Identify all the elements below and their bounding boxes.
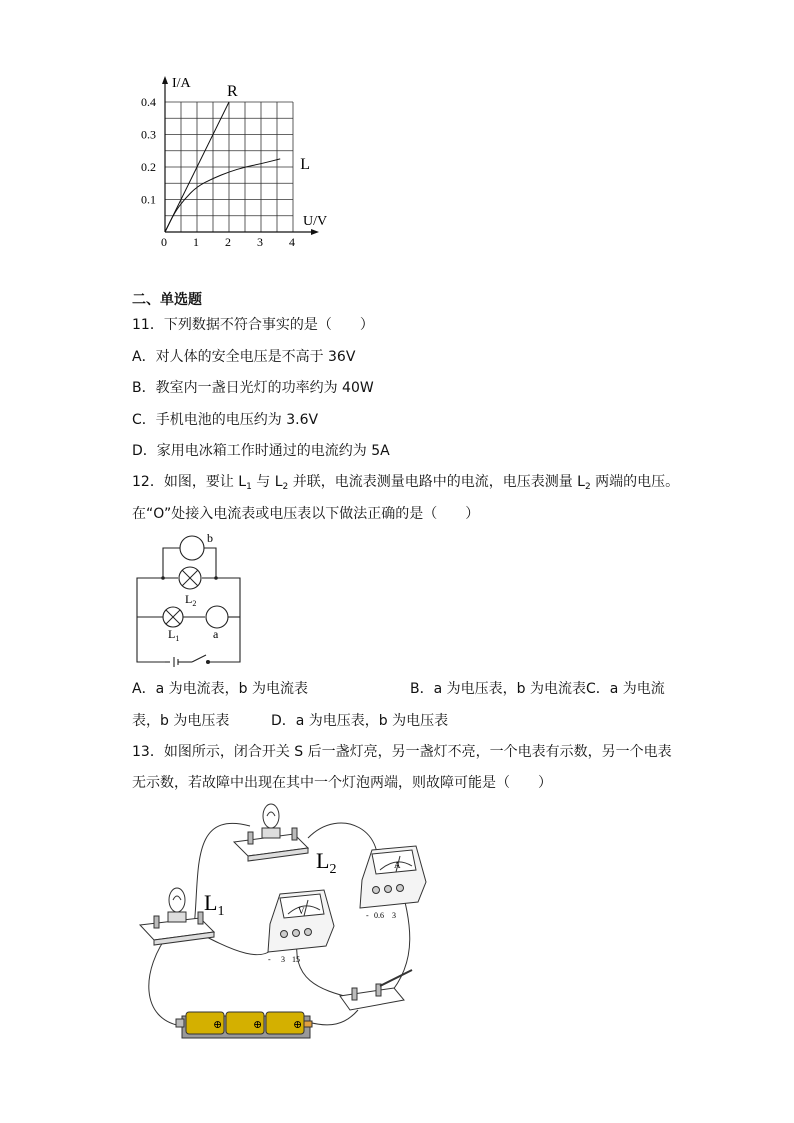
q12-option-a: A．a 为电流表，b 为电流表 xyxy=(132,681,308,697)
label-l2: $L_2$ xyxy=(185,592,197,608)
battery-pack-illustration xyxy=(176,1012,312,1038)
x-axis-label: U/V xyxy=(303,214,328,229)
voltmeter-term-neg: - xyxy=(268,955,271,964)
q11-option-c: C．手机电池的电压约为 3.6V xyxy=(132,412,319,428)
q12-option-c-tail: 表，b 为电压表 xyxy=(132,713,230,729)
voltmeter-letter: V xyxy=(298,906,305,916)
iu-chart xyxy=(135,70,355,255)
lamp-l1-illustration xyxy=(140,888,214,945)
lamp-l1-icon xyxy=(163,607,183,627)
y-axis-arrow xyxy=(162,76,168,84)
y-tick-label: 0.3 xyxy=(141,127,156,142)
section-title: 二、单选题 xyxy=(132,292,202,308)
meter-b xyxy=(180,536,204,560)
label-a: a xyxy=(213,627,219,641)
voltmeter-term-15: 15 xyxy=(292,955,300,964)
label-l1: $L_1$ xyxy=(168,627,180,643)
x-axis-arrow xyxy=(311,229,319,235)
chart-axes xyxy=(162,76,319,235)
q12-option-bc: B．a 为电压表，b 为电流表C．a 为电流 xyxy=(410,681,665,697)
x-tick-label: 0 xyxy=(161,235,167,249)
chart-grid xyxy=(165,102,293,232)
series-label-r: R xyxy=(227,83,238,100)
y-axis-label: I/A xyxy=(172,76,191,91)
chart-series xyxy=(165,83,310,232)
voltmeter-illustration xyxy=(268,890,334,964)
q13-stem-line2: 无示数，若故障中出现在其中一个灯泡两端，则故障可能是（ ） xyxy=(132,775,552,791)
x-tick-label: 3 xyxy=(257,235,263,249)
q11-option-a: A．对人体的安全电压是不高于 36V xyxy=(132,349,356,365)
battery-cell-1-symbol: ⊕ xyxy=(213,1019,223,1031)
series-label-l: L xyxy=(300,155,310,173)
q11-stem: 11．下列数据不符合事实的是（ ） xyxy=(132,317,374,333)
y-tick-label: 0.4 xyxy=(141,95,156,109)
q11-option-d: D．家用电冰箱工作时通过的电流约为 5A xyxy=(132,443,390,459)
x-tick-label: 2 xyxy=(225,235,231,249)
ammeter-letter: A xyxy=(394,860,401,870)
q12-circuit-diagram xyxy=(130,530,250,670)
ammeter-term-neg: - xyxy=(366,911,369,920)
y-tick-label: 0.2 xyxy=(141,160,156,174)
series-line-l xyxy=(165,159,280,232)
lamp-l2-illustration xyxy=(234,804,308,861)
switch-illustration xyxy=(340,970,412,1010)
label-l2-big: $L_2$ xyxy=(316,848,337,877)
lamp-l2-icon xyxy=(179,567,201,589)
ammeter-term-3: 3 xyxy=(392,911,396,920)
q13-stem-line1: 13．如图所示，闭合开关 S 后一盏灯亮，另一盏灯不亮，一个电表有示数，另一个电表 xyxy=(132,744,672,760)
ammeter-term-06: 0.6 xyxy=(374,911,384,920)
q11-option-b: B．教室内一盏日光灯的功率约为 40W xyxy=(132,380,374,396)
y-tick-label: 0.1 xyxy=(141,192,156,207)
meter-a xyxy=(206,606,228,628)
ammeter-illustration xyxy=(360,846,426,920)
battery-cell-2-symbol: ⊕ xyxy=(253,1019,263,1031)
label-l1-big: $L_1$ xyxy=(204,890,225,919)
q12-stem-line2: 在“O”处接入电流表或电压表以下做法正确的是（ ） xyxy=(132,506,480,522)
q12-stem: 12．如图，要让 $L_1$ 与 $L_2$ 并联，电流表测量电路中的电流，电压表测量 $L_2$ 两端的电压。 xyxy=(132,474,680,492)
x-tick-label: 4 xyxy=(289,235,295,249)
battery-cell-3-symbol: ⊕ xyxy=(293,1019,303,1031)
label-b: b xyxy=(207,531,213,545)
q13-circuit-illustration xyxy=(130,800,440,1045)
x-tick-label: 1 xyxy=(193,235,199,249)
voltmeter-term-3: 3 xyxy=(281,955,285,964)
q12-option-d: D．a 为电压表，b 为电压表 xyxy=(271,713,449,729)
